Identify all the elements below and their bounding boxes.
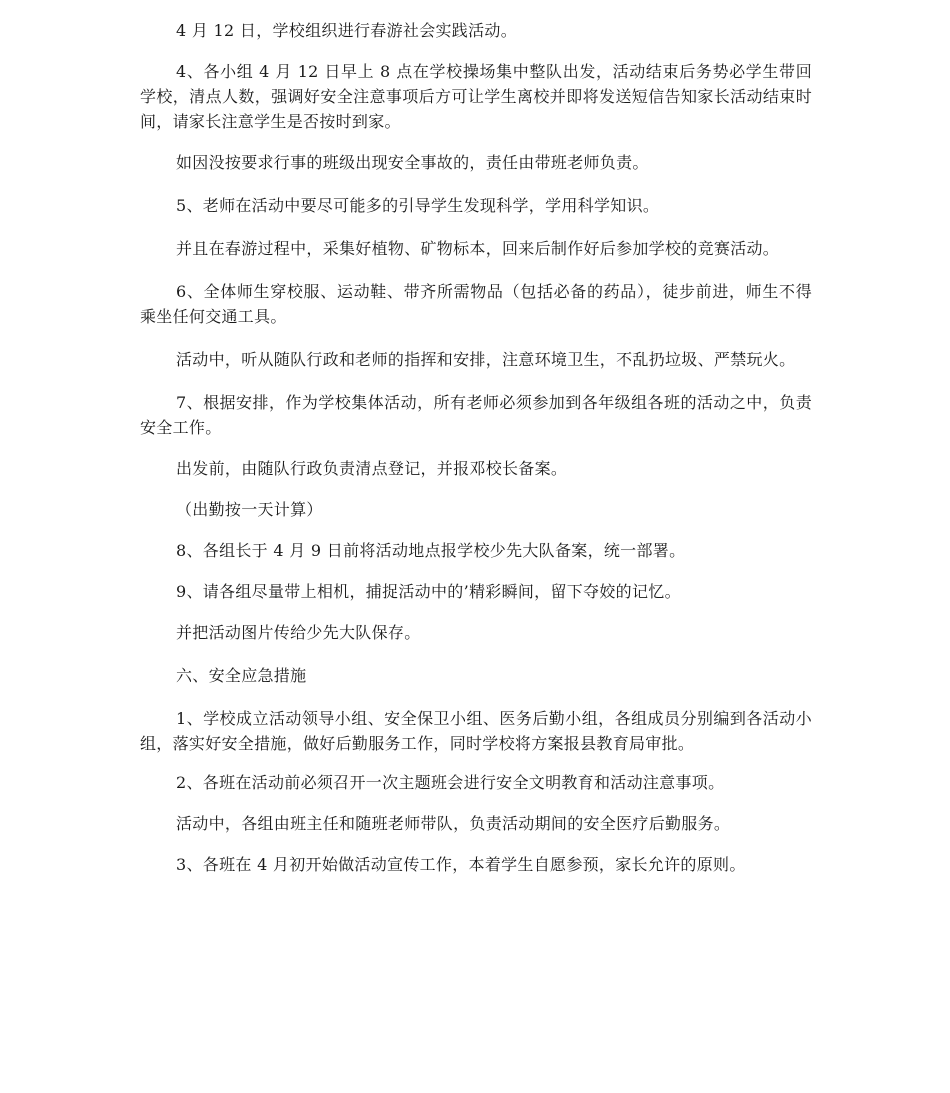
paragraph-safety-1: 1、学校成立活动领导小组、安全保卫小组、医务后勤小组，各组成员分别编到各活动小组，落实好安全措施，做好后勤服务工作，同时学校将方案报县教育局审批。 bbox=[140, 709, 812, 753]
paragraph-safety-2: 2、各班在活动前必须召开一次主题班会进行安全文明教育和活动注意事项。 bbox=[176, 773, 725, 792]
document-page bbox=[140, 18, 812, 877]
paragraph-photos: 并把活动图片传给少先大队保存。 bbox=[176, 623, 421, 642]
paragraph-during-activity: 活动中，各组由班主任和随班老师带队，负责活动期间的安全医疗后勤服务。 bbox=[176, 814, 731, 833]
paragraph-item-9: 9、请各组尽量带上相机，捕捉活动中的’精彩瞬间，留下夺姣的记忆。 bbox=[176, 582, 681, 601]
paragraph-spring-outing-date: 4 月 12 日，学校组织进行春游社会实践活动。 bbox=[176, 21, 517, 40]
paragraph-item-7: 7、根据安排，作为学校集体活动，所有老师必须参加到各年级组各班的活动之中，负责安全工作。 bbox=[140, 393, 812, 437]
paragraph-responsibility: 如因没按要求行事的班级出现安全事故的，责任由带班老师负责。 bbox=[176, 153, 649, 172]
paragraph-safety-3: 3、各班在 4 月初开始做活动宣传工作，本着学生自愿参预，家长允许的原则。 bbox=[176, 855, 746, 874]
paragraph-before-departure: 出发前，由随队行政负责清点登记，并报邓校长备案。 bbox=[176, 459, 568, 478]
paragraph-item-5: 5、老师在活动中要尽可能多的引导学生发现科学，学用科学知识。 bbox=[176, 196, 660, 215]
paragraph-attendance-note: （出勤按一天计算） bbox=[176, 500, 323, 519]
paragraph-specimens: 并且在春游过程中，采集好植物、矿物标本，回来后制作好后参加学校的竞赛活动。 bbox=[176, 239, 780, 258]
paragraph-item-4: 4、各小组 4 月 12 日早上 8 点在学校操场集中整队出发，活动结束后务势必学生带回学校，清点人数，强调好安全注意事项后方可让学生离校并即将发送短信告知家长活动结束时间，请家长注意学生是否按时到家。 bbox=[140, 62, 812, 131]
paragraph-item-6: 6、全体师生穿校服、运动鞋、带齐所需物品（包括必备的药品），徒步前进，师生不得乘坐任何交通工具。 bbox=[140, 282, 812, 326]
paragraph-obey-instructions: 活动中，听从随队行政和老师的指挥和安排，注意环境卫生，不乱扔垃圾、严禁玩火。 bbox=[176, 350, 796, 369]
section-heading-safety: 六、安全应急措施 bbox=[176, 666, 307, 685]
paragraph-item-8: 8、各组长于 4 月 9 日前将活动地点报学校少先大队备案，统一部署。 bbox=[176, 541, 686, 560]
